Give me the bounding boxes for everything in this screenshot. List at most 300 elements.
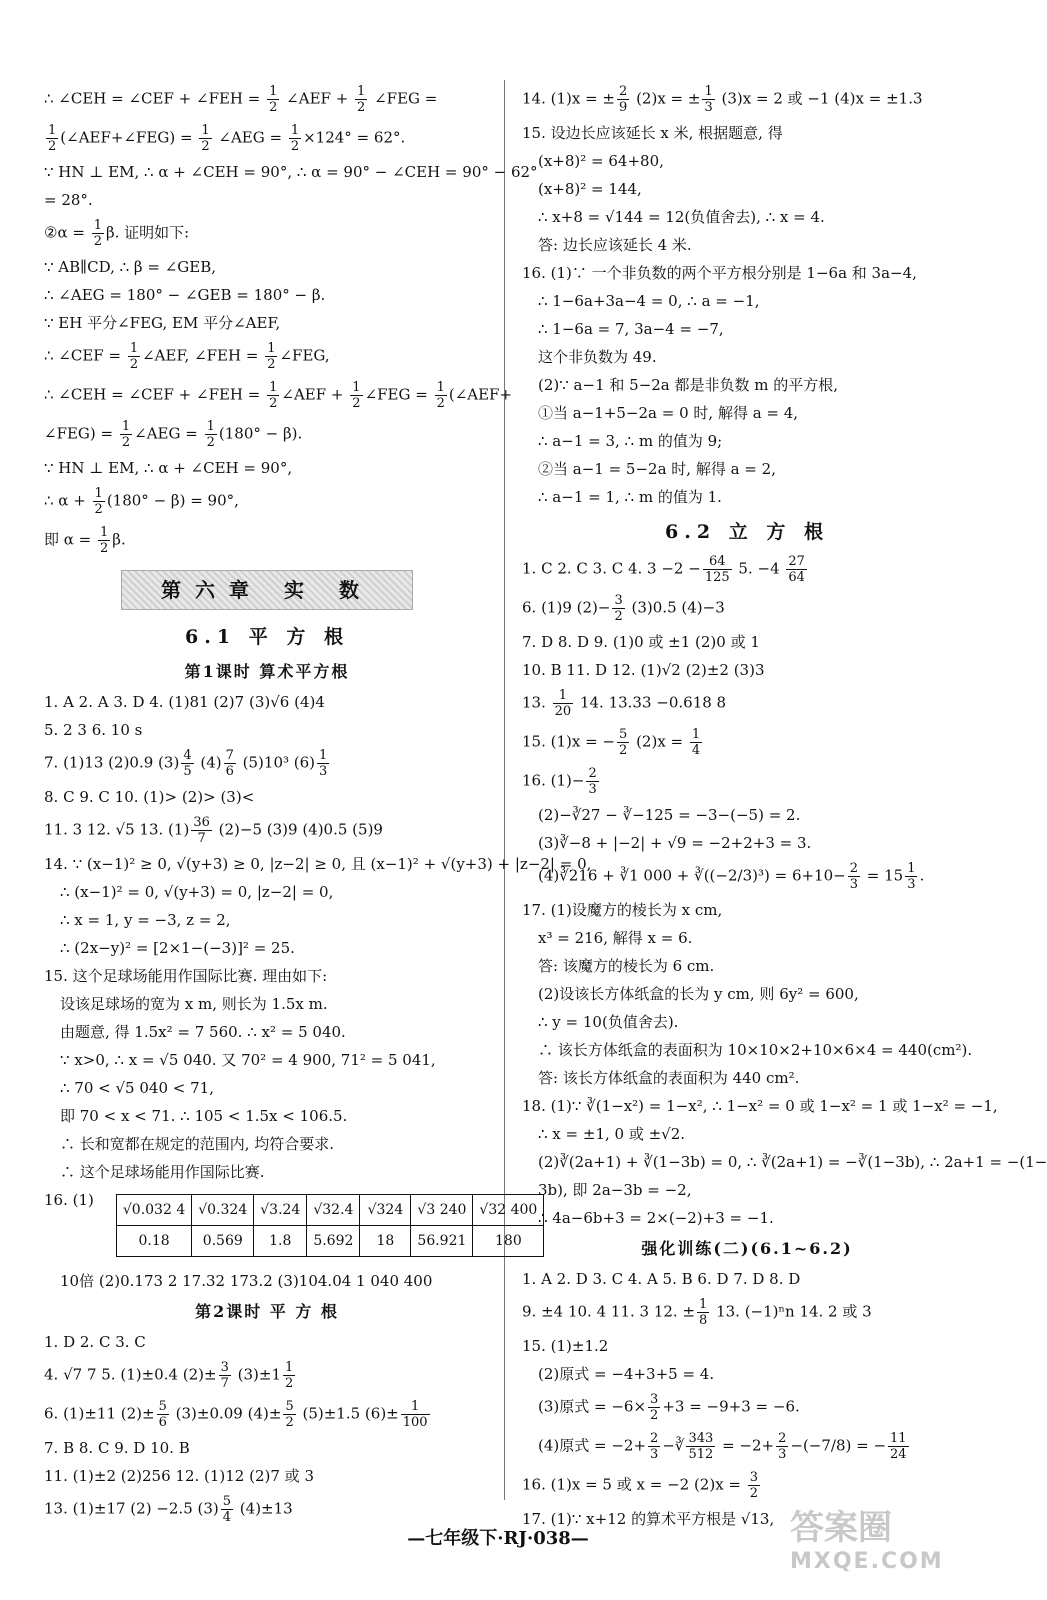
answer-line	[522, 956, 972, 976]
fraction	[553, 688, 574, 719]
table-header-cell: √32 400	[473, 1195, 544, 1226]
text-run: (4)∛216 + ∛1 000 + ∛((−2/3)³) = 6+10−	[538, 866, 846, 885]
numerator: 1	[201, 123, 210, 138]
text-run: (∠AEF+∠FEG) =	[60, 128, 198, 147]
answer-line	[522, 1180, 972, 1200]
fraction	[181, 748, 193, 779]
text-run: 6. (1)±11 (2)±	[44, 1404, 155, 1423]
answer-line	[44, 1360, 490, 1391]
answer-line	[44, 1332, 490, 1352]
denominator: 3	[778, 1447, 787, 1462]
answer-line	[522, 1068, 972, 1088]
text-run: ∴ α +	[44, 491, 91, 510]
answer-line	[522, 179, 972, 199]
text-run: (5)10³ (6)	[237, 753, 316, 772]
answer-line	[44, 787, 490, 807]
text-run: (2)原式 = −4+3+5 = 4.	[538, 1365, 715, 1383]
text-run: (4)	[195, 753, 222, 772]
text-run: (2)x = ±	[631, 89, 701, 108]
text-run: 15. 设边长应该延长 x 米, 根据题意, 得	[522, 124, 783, 142]
answer-line	[44, 882, 490, 902]
text-run: ∠FEG,	[279, 346, 330, 365]
answer-line	[44, 748, 490, 779]
text-run: ×124° = 62°.	[303, 128, 406, 147]
text-run: ∴ (2x−y)² = [2×1−(−3)]² = 25.	[60, 939, 295, 957]
answer-line	[522, 1431, 972, 1462]
watermark-url: MXQE.COM	[790, 1549, 944, 1574]
text-run: 16. (1)x = 5 或 x = −2 (2)x =	[522, 1475, 746, 1494]
page-footer: —七年级下·RJ·038—	[407, 1528, 589, 1549]
answer-line	[522, 1096, 998, 1116]
text-run: (2)设该长方体纸盒的长为 y cm, 则 6y² = 600,	[538, 985, 859, 1003]
fraction	[786, 554, 807, 585]
text-run: (2)−5 (3)9 (4)0.5 (5)9	[213, 820, 383, 839]
answer-line	[44, 1022, 490, 1042]
answer-line	[44, 458, 490, 478]
answer-line	[522, 319, 972, 339]
denominator: 24	[890, 1447, 907, 1462]
numerator: 1	[269, 84, 278, 99]
table-value-cell: 1.8	[254, 1226, 307, 1257]
answer-line	[44, 966, 490, 986]
answer-line	[44, 419, 490, 450]
fraction	[702, 84, 714, 115]
text-run: 17. (1)设魔方的棱长为 x cm,	[522, 901, 723, 919]
denominator: 3	[650, 1447, 659, 1462]
answer-line	[44, 84, 490, 115]
text-run: 由题意, 得 1.5x² = 7 560. ∴ x² = 5 040.	[60, 1023, 346, 1041]
text-run: (3)原式 = −6×	[538, 1397, 647, 1416]
answer-line	[522, 459, 972, 479]
text-run: ∠AEF, ∠FEH =	[142, 346, 264, 365]
denominator: 64	[788, 570, 805, 585]
answer-line	[44, 162, 538, 182]
denominator: 125	[704, 570, 730, 585]
text-run: ②当 a−1 = 5−2a 时, 解得 a = 2,	[538, 460, 776, 478]
fraction	[401, 1399, 430, 1430]
text-run: (180° − β).	[218, 424, 303, 443]
table-header-cell: √3.24	[254, 1195, 307, 1226]
text-run: (2)−∛27 − ∛−125 = −3−(−5) = 2.	[538, 806, 801, 824]
text-run: ∴ 该长方体纸盒的表面积为 10×10×2+10×6×4 = 440(cm²).	[538, 1041, 973, 1059]
text-run: (3)±0.09 (4)±	[170, 1404, 282, 1423]
subsection-heading: 强化训练(二)(6.1~6.2)	[641, 1239, 853, 1258]
answer-line	[522, 632, 972, 652]
answer-line	[522, 207, 972, 227]
denominator: 2	[206, 435, 215, 450]
answer-line	[522, 84, 972, 115]
denominator: 5	[183, 764, 192, 779]
fraction	[888, 1431, 909, 1462]
text-run: 15. (1)x = −	[522, 732, 616, 751]
denominator: 2	[619, 743, 628, 758]
answer-line	[44, 720, 490, 740]
text-run: 1. A 2. A 3. D 4. (1)81 (2)7 (3)√6 (4)4	[44, 693, 325, 711]
text-run: 即 α =	[44, 530, 97, 549]
table-value-cell: 18	[360, 1226, 411, 1257]
text-run: ∠AEG =	[134, 424, 203, 443]
answer-table-block	[44, 1190, 538, 1263]
answer-line	[522, 833, 972, 853]
text-run: (2)∛(2a+1) + ∛(1−3b) = 0, ∴ ∛(2a+1) = −∛(1−3b), ∴ 2a+1 = −(1−	[538, 1153, 1047, 1171]
text-run: 13.	[522, 693, 551, 712]
answer-line	[44, 1399, 490, 1430]
fraction	[283, 1399, 295, 1430]
answer-line	[522, 688, 972, 719]
answer-line	[522, 291, 972, 311]
answer-line	[44, 285, 490, 305]
answer-line	[522, 1269, 972, 1289]
denominator: 2	[129, 357, 139, 372]
numerator: 5	[619, 727, 628, 742]
numerator: 1	[269, 380, 278, 395]
answer-line	[44, 1106, 490, 1126]
numerator: 2	[778, 1431, 787, 1446]
fraction	[98, 525, 110, 556]
text-run: ∴ 长和宽都在规定的范围内, 均符合要求.	[60, 1135, 335, 1153]
denominator: 2	[650, 1408, 659, 1423]
numerator: 36	[193, 815, 210, 830]
watermark-title: 答案圈	[790, 1508, 892, 1548]
text-run: = 28°.	[44, 191, 93, 209]
answer-line	[522, 431, 972, 451]
fraction	[848, 861, 860, 892]
subsection-heading: 第2课时 平 方 根	[195, 1302, 339, 1321]
text-run: +3 = −9+3 = −6.	[662, 1397, 800, 1416]
table-row	[116, 1195, 543, 1226]
fraction	[648, 1392, 660, 1423]
denominator: 3	[849, 877, 858, 892]
numerator: 1	[907, 861, 916, 876]
text-run: ①当 a−1+5−2a = 0 时, 解得 a = 4,	[538, 404, 799, 422]
fraction	[289, 123, 301, 154]
text-run: 17. (1)∵ x+12 的算术平方根是 √13,	[522, 1510, 775, 1528]
answer-line	[44, 380, 513, 411]
denominator: 7	[220, 1376, 229, 1391]
fraction	[435, 380, 447, 411]
answer-line	[522, 1297, 972, 1328]
fraction	[612, 593, 624, 624]
text-run: 14. ∵ (x−1)² ≥ 0, √(y+3) ≥ 0, |z−2| ≥ 0, 且 (x−1)² + √(y+3) + |z−2| = 0,	[44, 855, 592, 873]
text-run: ∴ 这个足球场能用作国际比赛.	[60, 1163, 265, 1181]
text-run: (x+8)² = 144,	[538, 180, 642, 198]
answer-line	[522, 487, 972, 507]
answer-line	[44, 486, 490, 517]
answer-line	[522, 1208, 972, 1228]
numerator: 3	[220, 1360, 229, 1375]
table-header-cell: √32.4	[307, 1195, 360, 1226]
answer-line	[44, 341, 490, 372]
text-run: ∵ HN ⊥ EM, ∴ α + ∠CEH = 90°,	[44, 459, 293, 477]
text-run: ∴ x = 1, y = −3, z = 2,	[60, 911, 231, 929]
answer-line	[522, 403, 972, 423]
text-run: 7. B 8. C 9. D 10. B	[44, 1439, 190, 1457]
text-run: ∴ a−1 = 1, ∴ m 的值为 1.	[538, 488, 722, 506]
answer-line	[44, 1162, 490, 1182]
text-run: 15. (1)±1.2	[522, 1337, 609, 1355]
numerator: 1	[699, 1297, 708, 1312]
answer-line	[522, 805, 972, 825]
answer-line	[522, 1336, 972, 1356]
denominator: 2	[100, 541, 109, 556]
text-run: 13. (−1)ⁿn 14. 2 或 3	[711, 1302, 872, 1321]
fraction	[586, 766, 598, 797]
answer-line	[522, 593, 972, 624]
table-value-cell: 0.569	[192, 1226, 254, 1257]
text-run: 11. (1)±2 (2)256 12. (1)12 (2)7 或 3	[44, 1467, 314, 1485]
answer-line	[522, 375, 972, 395]
fraction	[748, 1470, 760, 1501]
text-run: ∵ AB∥CD, ∴ β = ∠GEB,	[44, 258, 216, 276]
answer-line	[44, 525, 490, 556]
fraction	[776, 1431, 788, 1462]
numerator: 1	[206, 419, 215, 434]
answer-line	[44, 815, 490, 846]
denominator: 2	[48, 139, 57, 154]
text-run: 13. (1)±17 (2) −2.5 (3)	[44, 1499, 219, 1518]
numerator: 1	[357, 84, 366, 99]
fraction	[617, 727, 629, 758]
chapter-banner: 第六章 实 数	[121, 570, 413, 610]
text-run: (3)x = 2 或 −1 (4)x = ±1.3	[716, 89, 923, 108]
fraction	[120, 419, 132, 450]
text-run: ∵ HN ⊥ EM, ∴ α + ∠CEH = 90°, ∴ α = 90° − ∠CEH = 90° − 62°	[44, 163, 538, 181]
text-run: 4. √7 7 5. (1)±0.4 (2)±	[44, 1365, 217, 1384]
fraction	[191, 815, 212, 846]
fraction	[93, 486, 105, 517]
text-run: 14. (1)x = ±	[522, 89, 616, 108]
fraction	[219, 1360, 231, 1391]
denominator: 2	[201, 139, 210, 154]
numerator: 1	[129, 341, 139, 356]
fraction	[690, 727, 702, 758]
denominator: 2	[352, 396, 361, 411]
text-run: ∴ y = 10(负值舍去).	[538, 1013, 679, 1031]
text-run: 8. C 9. C 10. (1)> (2)> (3)<	[44, 788, 255, 806]
denominator: 3	[704, 100, 713, 115]
text-run: (x+8)² = 64+80,	[538, 152, 664, 170]
answer-line	[44, 1134, 490, 1154]
text-run: ∴ 1−6a = 7, 3a−4 = −7,	[538, 320, 724, 338]
numerator: 4	[183, 748, 192, 763]
numerator: 11	[890, 1431, 907, 1446]
denominator: 6	[158, 1415, 167, 1430]
fraction	[617, 84, 629, 115]
text-run: 7. D 8. D 9. (1)0 或 ±1 (2)0 或 1	[522, 633, 760, 651]
text-run: ∠AEG =	[213, 128, 287, 147]
text-run: ∴ 70 < √5 040 < 71,	[60, 1079, 214, 1097]
fraction	[267, 84, 279, 115]
text-run: 设该足球场的宽为 x m, 则长为 1.5x m.	[60, 995, 328, 1013]
answer-line	[44, 1466, 490, 1486]
answer-line	[522, 766, 972, 797]
numerator: 1	[401, 1399, 430, 1415]
text-run: 10. B 11. D 12. (1)√2 (2)±2 (3)3	[522, 661, 765, 679]
numerator: 2	[588, 766, 597, 781]
numerator: 1	[553, 688, 574, 704]
text-run: ∠FEG) =	[44, 424, 118, 443]
fraction	[703, 554, 732, 585]
answer-line	[522, 347, 972, 367]
text-run: ∴ 1−6a+3a−4 = 0, ∴ a = −1,	[538, 292, 760, 310]
denominator: 100	[402, 1415, 428, 1430]
answer-line	[522, 1124, 972, 1144]
text-run: ∴ ∠AEG = 180° − ∠GEB = 180° − β.	[44, 286, 326, 304]
answer-line	[522, 1152, 1047, 1172]
answer-line	[522, 151, 972, 171]
text-run: = 15	[862, 866, 904, 885]
denominator: 2	[285, 1376, 294, 1391]
answer-line	[522, 1364, 972, 1384]
text-run: β.	[112, 530, 126, 549]
text-run: 答: 该魔方的棱长为 6 cm.	[538, 957, 715, 975]
answer-line	[44, 692, 490, 712]
text-run: 3b), 即 2a−3b = −2,	[538, 1181, 692, 1199]
denominator: 3	[588, 782, 597, 797]
denominator: 512	[688, 1447, 714, 1462]
watermark-logo	[790, 1500, 980, 1590]
denominator: 3	[319, 764, 328, 779]
numerator: 3	[749, 1470, 759, 1485]
numerator: 1	[704, 84, 713, 99]
answer-line	[522, 235, 972, 255]
denominator: 2	[267, 357, 276, 372]
denominator: 4	[222, 1510, 232, 1525]
fraction	[157, 1399, 169, 1430]
fraction	[224, 748, 236, 779]
text-run: −(−7/8) = −	[790, 1436, 887, 1455]
fraction	[905, 861, 917, 892]
numerator: 5	[158, 1399, 167, 1414]
section-heading: 6.1 平 方 根	[185, 626, 349, 648]
text-run: (3)∛−8 + |−2| + √9 = −2+2+3 = 3.	[538, 834, 812, 852]
text-run: ∵ EH 平分∠FEG, EM 平分∠AEF,	[44, 314, 281, 332]
denominator: 7	[197, 831, 206, 846]
text-run: (5)±1.5 (6)±	[297, 1404, 399, 1423]
text-run: −∛	[662, 1436, 685, 1455]
numerator: 1	[352, 380, 361, 395]
text-run: ∴ ∠CEF =	[44, 346, 126, 365]
numerator: 1	[94, 486, 103, 501]
section-heading: 6.2 立 方 根	[665, 521, 829, 543]
denominator: 2	[290, 139, 300, 154]
denominator: 6	[225, 764, 234, 779]
table-prefix: 16. (1)	[44, 1191, 94, 1209]
table-header-cell: √0.324	[192, 1195, 254, 1226]
fraction	[697, 1297, 709, 1328]
text-run: ∴ 4a−6b+3 = 2×(−2)+3 = −1.	[538, 1209, 774, 1227]
numerator: 5	[285, 1399, 294, 1414]
text-run: (3)0.5 (4)−3	[626, 598, 725, 617]
text-run: 16. (1)∵ 一个非负数的两个平方根分别是 1−6a 和 3a−4,	[522, 264, 917, 282]
answer-line	[44, 1078, 490, 1098]
answer-line	[44, 1050, 490, 1070]
denominator: 2	[94, 502, 103, 517]
answer-line	[522, 900, 972, 920]
answer-line	[522, 984, 972, 1004]
answer-line	[44, 994, 490, 1014]
text-run: 9. ±4 10. 4 11. 3 12. ±	[522, 1302, 696, 1321]
text-run: 14. 13.33 −0.618 8	[575, 693, 727, 712]
numerator: 27	[788, 554, 805, 569]
text-run: ∠FEG =	[369, 89, 438, 108]
denominator: 2	[436, 396, 445, 411]
answer-line	[44, 257, 490, 277]
text-run: 即 70 < x < 71. ∴ 105 < 1.5x < 106.5.	[60, 1107, 348, 1125]
answer-line	[522, 554, 972, 585]
table-value-cell: 5.692	[307, 1226, 360, 1257]
column-divider	[504, 80, 505, 1500]
answer-line	[44, 938, 490, 958]
fraction	[46, 123, 58, 154]
denominator: 2	[749, 1486, 759, 1501]
numerator: 1	[121, 419, 131, 434]
numerator: 2	[619, 84, 628, 99]
fraction	[92, 218, 104, 249]
text-run: = −2+	[717, 1436, 775, 1455]
text-run: 答: 该长方体纸盒的表面积为 440 cm².	[538, 1069, 800, 1087]
answer-line	[44, 190, 490, 210]
answer-line	[44, 218, 490, 249]
numerator: 3	[614, 593, 623, 608]
fraction	[221, 1494, 233, 1525]
numerator: 3	[650, 1392, 659, 1407]
fraction	[355, 84, 367, 115]
text-run: ∴ x+8 = √144 = 12(负值舍去), ∴ x = 4.	[538, 208, 825, 226]
answer-line	[44, 1438, 490, 1458]
numerator: 7	[225, 748, 234, 763]
denominator: 2	[121, 435, 131, 450]
text-run: 15. 这个足球场能用作国际比赛. 理由如下:	[44, 967, 328, 985]
answer-line	[44, 1271, 490, 1291]
text-run: 18. (1)∵ ∛(1−x²) = 1−x², ∴ 1−x² = 0 或 1−x² = 1 或 1−x² = −1,	[522, 1097, 998, 1115]
text-run: 10倍 (2)0.173 2 17.32 173.2 (3)104.04 1 040 400	[60, 1272, 433, 1290]
text-run: (180° − β) = 90°,	[106, 491, 239, 510]
answer-line	[44, 910, 490, 930]
answer-line	[44, 1494, 490, 1525]
numerator: 1	[436, 380, 445, 395]
numerator: 2	[849, 861, 858, 876]
text-run: 1. D 2. C 3. C	[44, 1333, 146, 1351]
denominator: 2	[357, 100, 366, 115]
text-run: .	[919, 866, 925, 885]
fraction	[128, 341, 140, 372]
denominator: 4	[691, 743, 701, 758]
text-run: (4)原式 = −2+	[538, 1436, 647, 1455]
answer-line	[522, 861, 972, 892]
answer-line	[522, 660, 972, 680]
text-run: ∴ ∠CEH = ∠CEF + ∠FEH =	[44, 385, 266, 404]
answer-line	[44, 123, 490, 154]
answer-line	[522, 263, 972, 283]
text-run: ∵ x>0, ∴ x = √5 040. 又 70² = 4 900, 71² = 5 041,	[60, 1051, 436, 1069]
numerator: 1	[290, 123, 300, 138]
text-run: 这个非负数为 49.	[538, 348, 657, 366]
denominator: 3	[907, 877, 916, 892]
table-value-cell: 56.921	[411, 1226, 473, 1257]
text-run: ∴ ∠CEH = ∠CEF + ∠FEH =	[44, 89, 266, 108]
denominator: 2	[614, 609, 623, 624]
fraction	[317, 748, 329, 779]
fraction	[267, 380, 279, 411]
text-run: (2)∵ a−1 和 5−2a 都是非负数 m 的平方根,	[538, 376, 839, 394]
numerator: 2	[650, 1431, 659, 1446]
text-run: 7. (1)13 (2)0.9 (3)	[44, 753, 180, 772]
denominator: 2	[285, 1415, 294, 1430]
text-run: ∠FEG =	[364, 385, 433, 404]
text-run: 答: 边长应该延长 4 米.	[538, 236, 692, 254]
text-run: (4)±13	[235, 1499, 293, 1518]
